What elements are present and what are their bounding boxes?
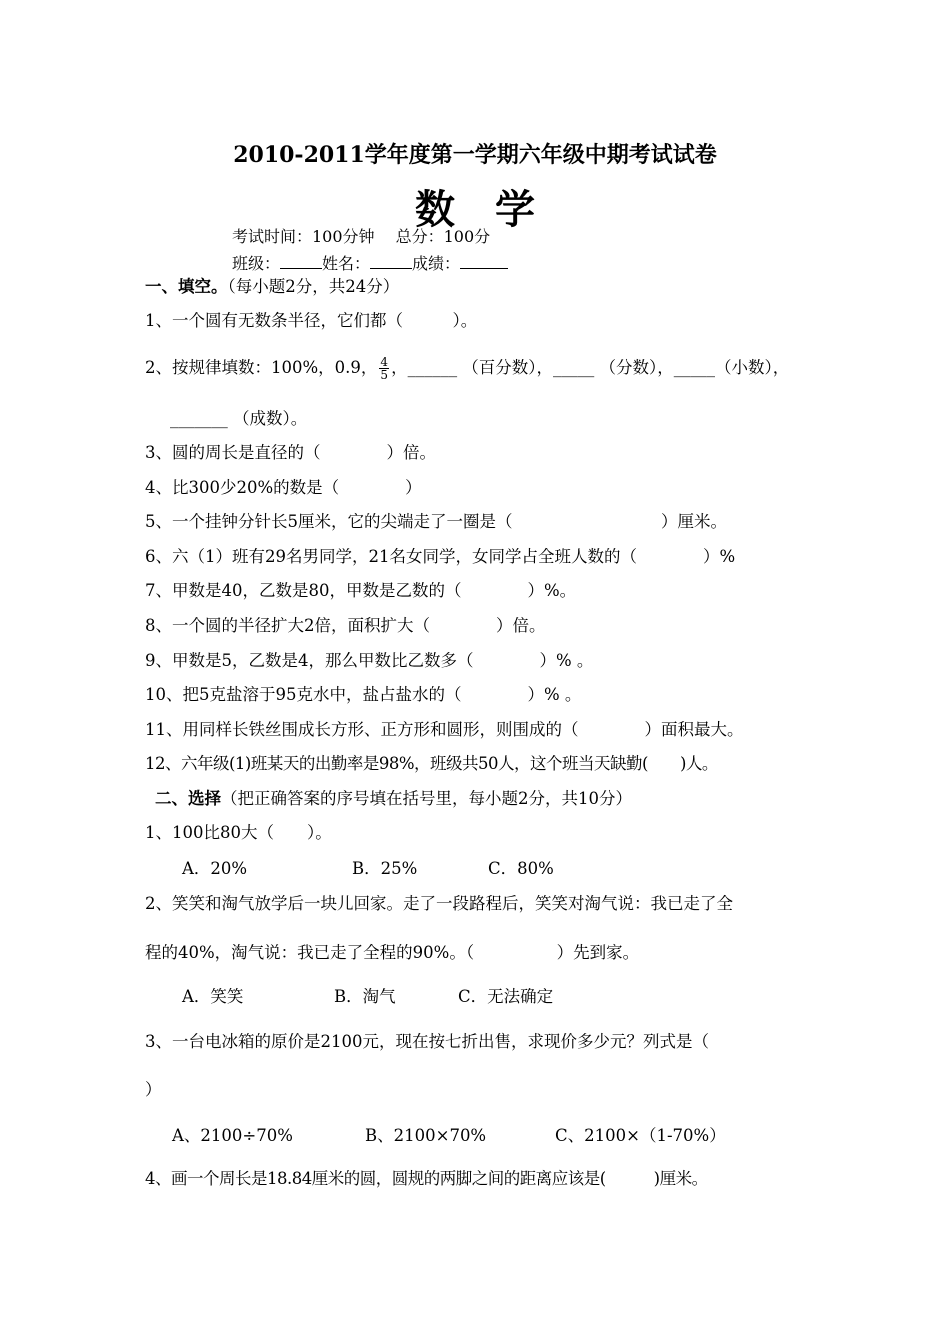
s2-q3-option-c: C、2100×（1-70%） bbox=[555, 1126, 726, 1145]
s2-q1-option-a: A．20% bbox=[182, 859, 248, 878]
section2-heading bbox=[155, 788, 632, 810]
class-blank[interactable] bbox=[280, 252, 322, 269]
q2-suffix: ，______ （百分数），_____ （分数），_____（小数）， bbox=[391, 358, 790, 377]
s2-question-1: 1、100比80大（ ）。 bbox=[145, 823, 332, 842]
s2-question-2-line1: 2、笑笑和淘气放学后一块儿回家。走了一段路程后，笑笑对淘气说：我已走了全 bbox=[145, 894, 733, 913]
s2-question-4: 4、画一个周长是18.84厘米的圆，圆规的两脚之间的距离应该是( )厘米。 bbox=[145, 1169, 708, 1188]
class-label: 班级： bbox=[232, 254, 281, 273]
s1-question-2 bbox=[145, 356, 789, 381]
section1-note: （每小题2分，共24分） bbox=[227, 277, 400, 296]
section1-title: 一、填空。 bbox=[145, 277, 228, 296]
fraction-four-fifths: $\frac{4}{5}$ bbox=[380, 355, 389, 382]
score-blank[interactable] bbox=[460, 252, 508, 269]
exam-time-line: 考试时间：100分钟 总分：100分 bbox=[232, 227, 491, 246]
s1-question-8: 8、一个圆的半径扩大2倍，面积扩大（ ）倍。 bbox=[145, 616, 546, 635]
q2-prefix: 2、按规律填数：100%，0.9， bbox=[145, 358, 378, 377]
s2-question-2-line2: 程的40%，淘气说：我已走了全程的90%。（ ）先到家。 bbox=[145, 943, 640, 962]
s1-question-9: 9、甲数是5，乙数是4，那么甲数比乙数多（ ）% 。 bbox=[145, 651, 594, 670]
s2-q2-option-a: A．笑笑 bbox=[182, 987, 244, 1006]
s1-question-6: 6、六（1）班有29名男同学，21名女同学，女同学占全班人数的（ ）% bbox=[145, 547, 736, 566]
s1-question-4: 4、比300少20%的数是（ ） bbox=[145, 478, 422, 497]
s1-question-1: 1、一个圆有无数条半径，它们都（ ）。 bbox=[145, 311, 478, 330]
s2-q2-option-c: C．无法确定 bbox=[458, 987, 554, 1006]
s2-question-3-line1: 3、一台电冰箱的原价是2100元，现在按七折出售，求现价多少元？列式是（ bbox=[145, 1032, 709, 1051]
s1-question-5: 5、一个挂钟分针长5厘米，它的尖端走了一圈是（ ）厘米。 bbox=[145, 512, 727, 531]
subject-title: 数学 bbox=[415, 186, 575, 233]
s1-question-7: 7、甲数是40，乙数是80，甲数是乙数的（ ）%。 bbox=[145, 581, 577, 600]
student-info-line bbox=[232, 252, 508, 275]
s2-q1-option-b: B．25% bbox=[352, 859, 418, 878]
s2-q2-option-b: B．淘气 bbox=[334, 987, 396, 1006]
score-label: 成绩： bbox=[412, 254, 461, 273]
section2-note: （把正确答案的序号填在括号里，每小题2分，共10分） bbox=[221, 789, 632, 808]
s1-question-3: 3、圆的周长是直径的（ ）倍。 bbox=[145, 443, 436, 462]
exam-title: 2010-2011学年度第一学期六年级中期考试试卷 bbox=[233, 142, 717, 168]
s1-question-10: 10、把5克盐溶于95克水中，盐占盐水的（ ）% 。 bbox=[145, 685, 582, 704]
s2-question-3-line2: ） bbox=[145, 1080, 162, 1099]
s2-q3-option-a: A、2100÷70% bbox=[172, 1126, 293, 1145]
section1-heading bbox=[145, 276, 399, 298]
name-blank[interactable] bbox=[370, 252, 412, 269]
s1-question-12: 12、六年级(1)班某天的出勤率是98%，班级共50人，这个班当天缺勤( )人。 bbox=[145, 754, 718, 773]
section2-title: 二、选择 bbox=[155, 789, 221, 808]
name-label: 姓名： bbox=[322, 254, 371, 273]
s1-question-11: 11、用同样长铁丝围成长方形、正方形和圆形，则围成的（ ）面积最大。 bbox=[145, 720, 744, 739]
s2-q1-option-c: C．80% bbox=[488, 859, 554, 878]
s1-question-2-cont: _______ （成数）。 bbox=[170, 409, 308, 428]
s2-q3-option-b: B、2100×70% bbox=[365, 1126, 487, 1145]
